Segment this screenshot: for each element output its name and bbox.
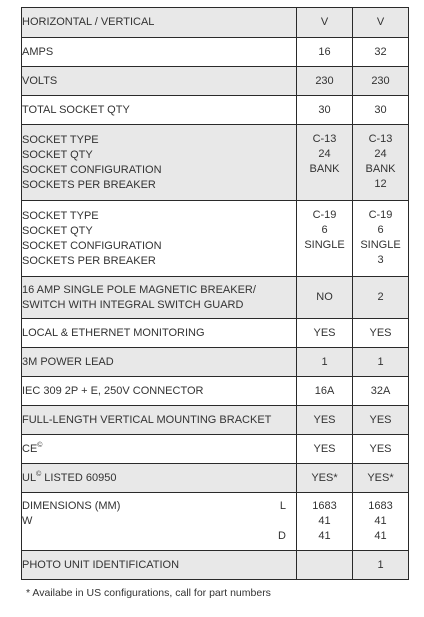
ul-label-rest: LISTED 60950 — [41, 471, 117, 484]
table-row — [22, 38, 409, 67]
row-label: PHOTO UNIT IDENTIFICATION — [22, 551, 297, 580]
table-row — [22, 348, 409, 377]
dimensions-label: DIMENSIONS (MM) — [22, 500, 121, 512]
value-cell: 30 — [353, 96, 409, 125]
ce-label: CE — [22, 442, 38, 455]
dim-l-label: L — [279, 500, 286, 512]
value-cell — [297, 551, 353, 580]
ce-mark: © — [37, 441, 43, 449]
value-line: 12 — [374, 178, 387, 190]
table-row — [22, 319, 409, 348]
ul-label: UL — [22, 471, 37, 484]
dimensions-line — [22, 529, 296, 544]
row-label: FULL-LENGTH VERTICAL MOUNTING BRACKET — [22, 406, 297, 435]
table-row — [22, 67, 409, 96]
value-cell: 16 — [297, 38, 353, 67]
value-line: C-19 — [312, 209, 337, 221]
value-line: 41 — [318, 515, 331, 527]
value-line: C-19 — [368, 209, 393, 221]
value-cell — [353, 201, 409, 277]
value-line: 24 — [318, 148, 331, 160]
value-line: SINGLE — [360, 239, 401, 251]
value-cell: YES* — [297, 464, 353, 493]
value-cell: YES — [297, 406, 353, 435]
row-label — [22, 493, 297, 551]
table-row — [22, 8, 409, 38]
value-cell: YES — [297, 319, 353, 348]
row-label — [22, 435, 297, 464]
value-cell: 32 — [353, 38, 409, 67]
value-line: 41 — [318, 530, 331, 542]
value-line: 24 — [374, 148, 387, 160]
value-cell: 32A — [353, 377, 409, 406]
table-row — [22, 125, 409, 201]
value-line: 1683 — [312, 500, 337, 512]
value-cell: YES — [353, 406, 409, 435]
value-line: 1683 — [368, 500, 393, 512]
value-line: 41 — [374, 530, 387, 542]
label-line: SWITCH WITH INTEGRAL SWITCH GUARD — [22, 298, 244, 311]
row-label — [22, 201, 297, 277]
row-label: TOTAL SOCKET QTY — [22, 96, 297, 125]
row-label: IEC 309 2P + E, 250V CONNECTOR — [22, 377, 297, 406]
value-line: 6 — [377, 224, 384, 236]
ul-mark: © — [36, 470, 42, 478]
value-line: BANK — [309, 163, 340, 175]
spec-table — [21, 7, 409, 580]
label-line: SOCKETS PER BREAKER — [22, 178, 156, 191]
row-label — [22, 464, 297, 493]
value-cell — [297, 493, 353, 551]
table-row — [22, 277, 409, 319]
value-cell: YES — [353, 319, 409, 348]
value-cell — [297, 201, 353, 277]
value-cell: 230 — [353, 67, 409, 96]
value-cell: 16A — [297, 377, 353, 406]
value-line: SINGLE — [304, 239, 345, 251]
table-row — [22, 435, 409, 464]
value-cell: 2 — [353, 277, 409, 319]
value-line: 6 — [321, 224, 328, 236]
label-line: SOCKET QTY — [22, 224, 93, 237]
value-line: C-13 — [312, 133, 337, 145]
dim-w-label: W — [22, 515, 33, 527]
row-label — [22, 125, 297, 201]
table-row — [22, 464, 409, 493]
label-line: 16 AMP SINGLE POLE MAGNETIC BREAKER/ — [22, 283, 256, 296]
table-row — [22, 96, 409, 125]
label-line: SOCKET CONFIGURATION — [22, 239, 162, 252]
value-cell: V — [297, 8, 353, 38]
value-cell — [353, 493, 409, 551]
table-row — [22, 201, 409, 277]
row-label — [22, 277, 297, 319]
value-cell: 230 — [297, 67, 353, 96]
dimensions-line — [22, 499, 296, 514]
label-line: SOCKETS PER BREAKER — [22, 254, 156, 267]
row-label: LOCAL & ETHERNET MONITORING — [22, 319, 297, 348]
value-cell — [297, 125, 353, 201]
value-cell: 1 — [353, 348, 409, 377]
row-label: HORIZONTAL / VERTICAL — [22, 8, 297, 38]
value-cell: 1 — [297, 348, 353, 377]
row-label: VOLTS — [22, 67, 297, 96]
value-cell: YES* — [353, 464, 409, 493]
label-line: SOCKET TYPE — [22, 209, 99, 222]
value-cell: V — [353, 8, 409, 38]
value-cell — [353, 125, 409, 201]
value-line: BANK — [365, 163, 396, 175]
value-cell: NO — [297, 277, 353, 319]
value-line: 3 — [377, 254, 384, 266]
label-line: SOCKET QTY — [22, 148, 93, 161]
label-line: SOCKET CONFIGURATION — [22, 163, 162, 176]
value-cell: 30 — [297, 96, 353, 125]
label-line: SOCKET TYPE — [22, 133, 99, 146]
table-row — [22, 493, 409, 551]
dim-d-label: D — [278, 530, 286, 542]
value-cell: YES — [353, 435, 409, 464]
value-line: 41 — [374, 515, 387, 527]
row-label: AMPS — [22, 38, 297, 67]
table-row — [22, 377, 409, 406]
table-row — [22, 551, 409, 580]
row-label: 3M POWER LEAD — [22, 348, 297, 377]
footnote: * Availabe in US configurations, call for part numbers — [26, 587, 271, 599]
value-line: C-13 — [368, 133, 393, 145]
value-cell: YES — [297, 435, 353, 464]
value-cell: 1 — [353, 551, 409, 580]
table-row — [22, 406, 409, 435]
